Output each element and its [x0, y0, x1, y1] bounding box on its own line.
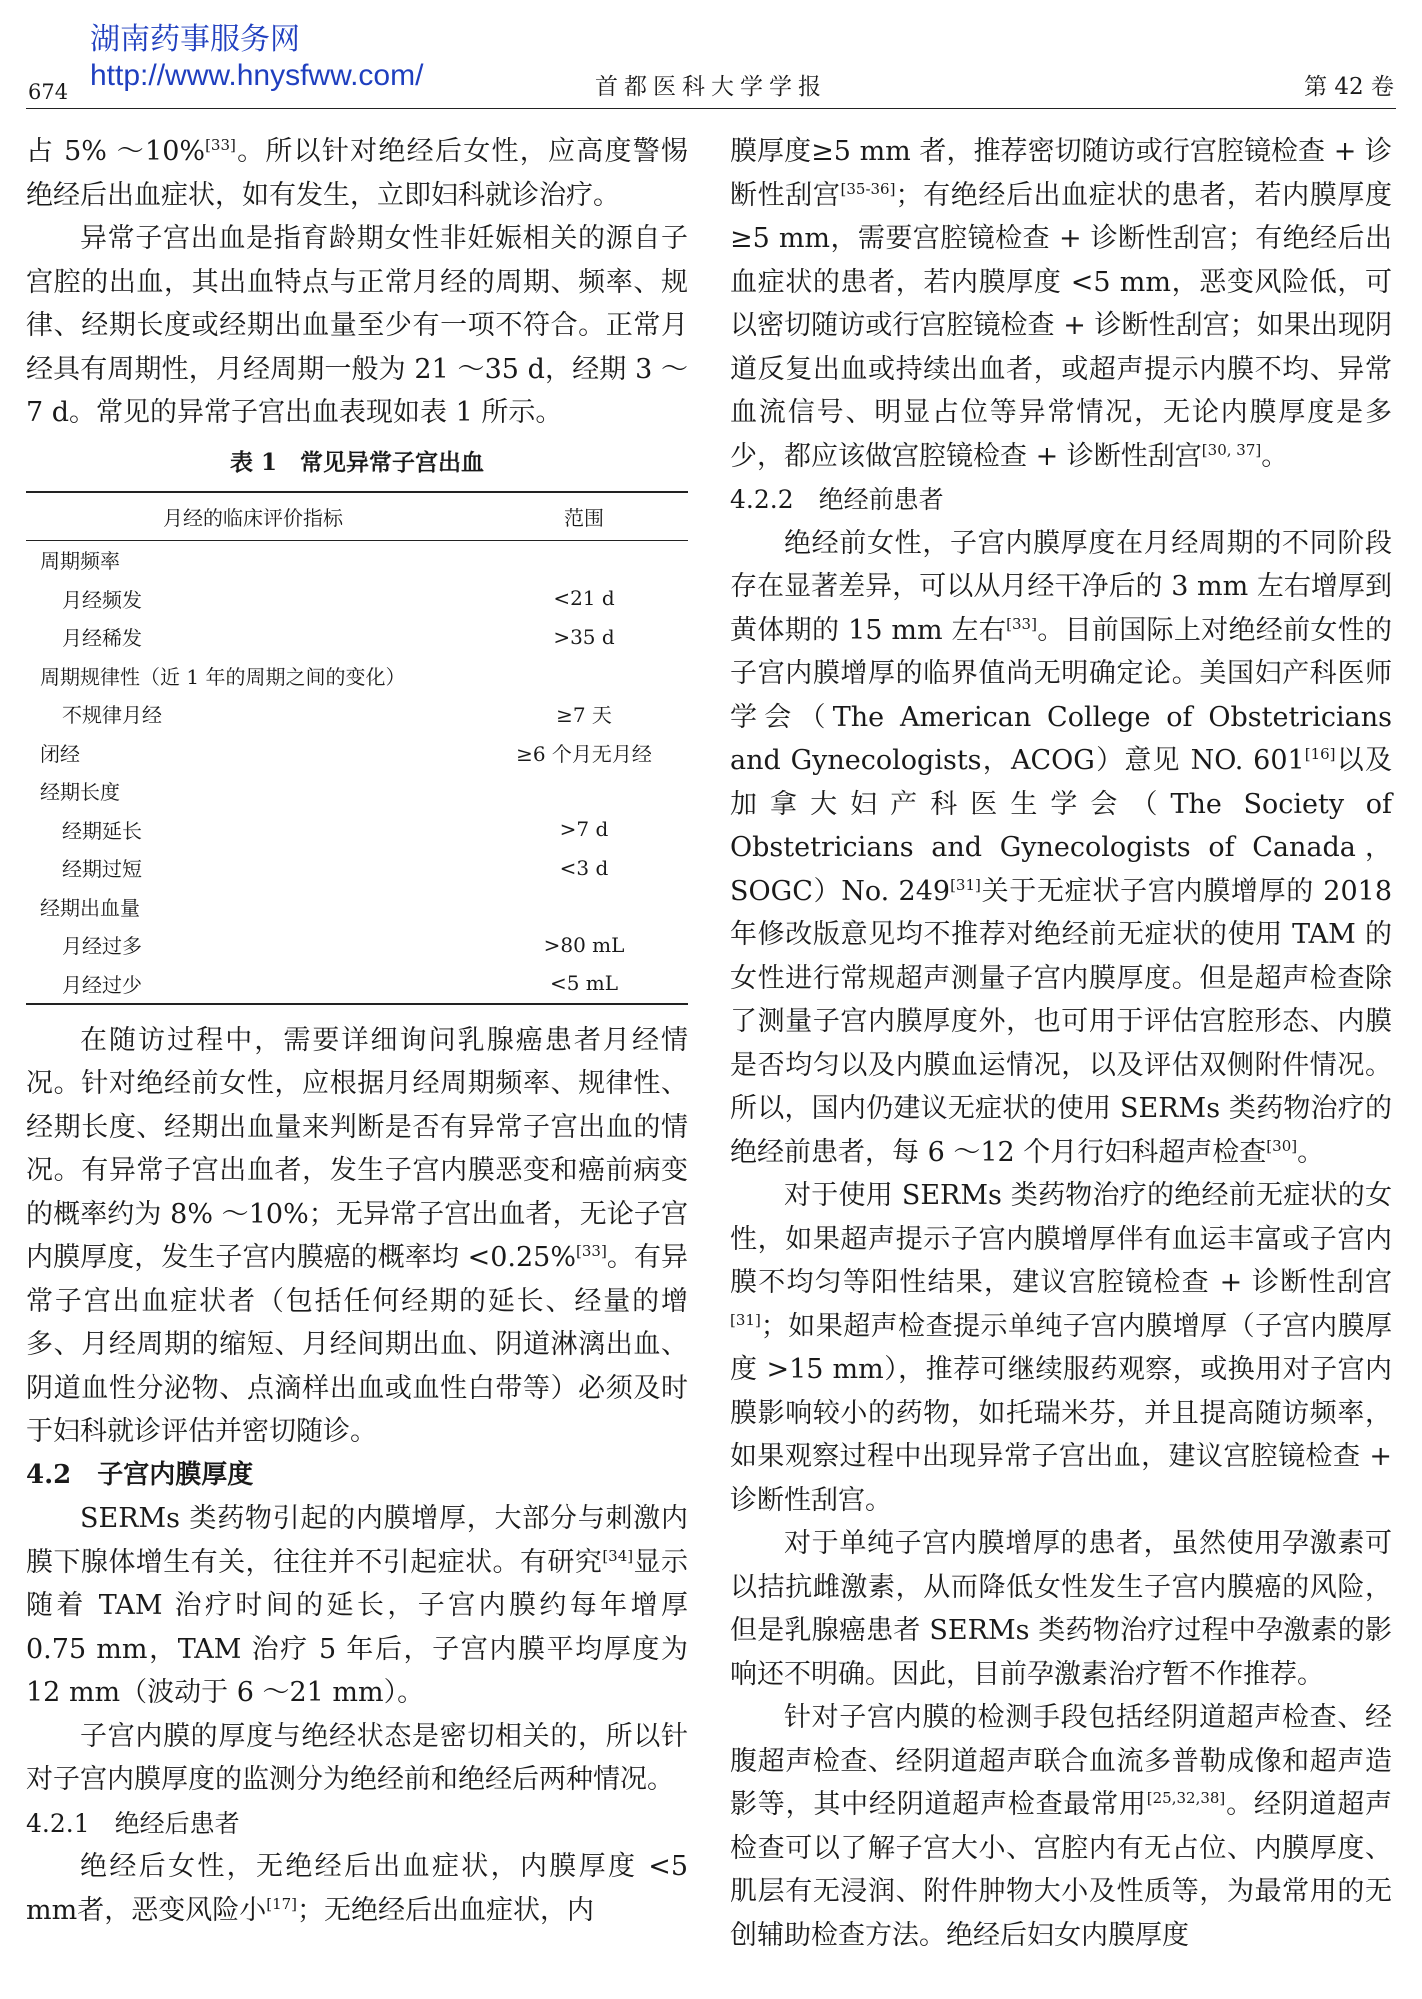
- citation: [31]: [950, 875, 981, 894]
- table-row: 月经频发 <21 d: [62, 586, 615, 612]
- table-row: 月经过少 <5 mL: [26, 964, 688, 1004]
- paragraph: 绝经前女性，子宫内膜厚度在月经周期的不同阶段存在显著差异，可以从月经干净后的 3 mm 左右增厚到黄体期的 15 mm 左右[33]。目前国际上对绝经前女性的子宫内膜增厚的临界值尚无明确定论。美国妇产科医师学会（The American College of Obstetricians and Gynecologists，ACOG）意见 NO. 601[16]以及加拿大妇产科医生学会（The Society of Obstetricians and Gynecologists of Canada，SOGC）No. 249[31]关于无症状子宫内膜增厚的 2018 年修改版意见均不推荐对绝经前无症状的使用 TAM 的女性进行常规超声测量子宫内膜厚度。但是超声检查除了测量子宫内膜厚度外，也可用于评估宫腔形态、内膜是否均匀以及内膜血运情况，以及评估双侧附件情况。所以，国内仍建议无症状的使用 SERMs 类药物治疗的绝经前患者，每 6 ～12 个月行妇科超声检查[30]。: [730, 527, 1393, 1168]
- volume-label: 第 42 卷: [1304, 74, 1394, 100]
- table-row: 经期长度: [40, 780, 120, 805]
- abnormal-bleeding-table: [26, 491, 688, 1005]
- watermark-title: 湖南药事服务网: [90, 23, 300, 56]
- citation: [31]: [730, 1310, 761, 1329]
- subsection-heading: 4.2.2 绝经前患者: [730, 485, 944, 514]
- page-number: 674: [28, 80, 69, 104]
- citation: [17]: [266, 1894, 298, 1913]
- paragraph: 在随访过程中，需要详细询问乳腺癌患者月经情况。针对绝经前女性，应根据月经周期频率、规律性、经期长度、经期出血量来判断是否有异常子宫出血的情况。有异常子宫出血者，发生子宫内膜恶变和癌前病变的概率约为 8% ～10%；无异常子宫出血者，无论子宫内膜厚度，发生子宫内膜癌的概率均 <0.25%[33]。有异常子宫出血症状者（包括任何经期的延长、经量的增多、月经周期的缩短、月经间期出血、阴道淋漓出血、阴道血性分泌物、点滴样出血或血性白带等）必须及时于妇科就诊评估并密切随诊。: [26, 1024, 688, 1447]
- table-row: 周期频率: [40, 549, 120, 574]
- section-heading: 4.2 子宫内膜厚度: [26, 1459, 254, 1490]
- table-row: 月经稀发 >35 d: [62, 624, 615, 651]
- right-column: [730, 130, 1392, 1957]
- left-column: [26, 130, 688, 1932]
- table-header: 月经的临床评价指标: [26, 492, 480, 541]
- citation: [33]: [205, 136, 236, 154]
- paragraph: 对于单纯子宫内膜增厚的患者，虽然使用孕激素可以拮抗雌激素，从而降低女性发生子宫内膜癌的风险，但是乳腺癌患者 SERMs 类药物治疗过程中孕激素的影响还不明确。因此，目前孕激素治疗暂不作推荐。: [730, 1528, 1392, 1690]
- citation: [30]: [1266, 1136, 1298, 1155]
- table-header: 范围: [480, 492, 688, 541]
- table-row: 经期过短 <3 d: [62, 855, 609, 882]
- table-row: 经期出血量: [40, 895, 140, 920]
- table-row: 经期延长 >7 d: [62, 817, 609, 843]
- table-row: 不规律月经 ≥7 天: [62, 703, 612, 728]
- subsection-heading: 4.2.1 绝经后患者: [26, 1808, 240, 1838]
- citation: [34]: [602, 1546, 634, 1565]
- paragraph: 占 5% ～10%[33]。所以针对绝经后女性，应高度警惕绝经后出血症状，如有发生，立即妇科就诊治疗。: [26, 136, 689, 211]
- citation: [35-36]: [840, 179, 896, 198]
- table-caption: 表 1 常见异常子宫出血: [229, 448, 484, 476]
- watermark-url[interactable]: http://www.hnysfww.com/: [90, 59, 424, 92]
- table-row: 闭经 ≥6 个月无月经: [40, 741, 652, 766]
- citation: [16]: [1304, 745, 1336, 763]
- table-1: [26, 445, 688, 1005]
- citation: [30, 37]: [1201, 440, 1262, 459]
- header-divider: [26, 108, 1396, 109]
- journal-title: 首都医科大学学报: [595, 74, 827, 100]
- paragraph: 子宫内膜的厚度与绝经状态是密切相关的，所以针对子宫内膜厚度的监测分为绝经前和绝经后两种情况。: [26, 1720, 688, 1795]
- paragraph: 异常子宫出血是指育龄期女性非妊娠相关的源自子宫腔的出血，其出血特点与正常月经的周期、频率、规律、经期长度或经期出血量至少有一项不符合。正常月经具有周期性，月经周期一般为 21 ～35 d，经期 3 ～7 d。常见的异常子宫出血表现如表 1 所示。: [26, 223, 688, 428]
- citation: [33]: [576, 1242, 607, 1260]
- paragraph: SERMs 类药物引起的内膜增厚，大部分与刺激内膜下腺体增生有关，往往并不引起症状。有研究[34]显示随着 TAM 治疗时间的延长，子宫内膜约每年增厚 0.75 mm，TAM 治疗 5 年后，子宫内膜平均厚度为 12 mm（波动于 6 ～21 mm）。: [26, 1503, 689, 1708]
- paragraph: 对于使用 SERMs 类药物治疗的绝经前无症状的女性，如果超声提示子宫内膜增厚伴有血运丰富或子宫内膜不均匀等阳性结果，建议宫腔镜检查 + 诊断性刮宫[31]；如果超声检查提示单纯子宫内膜增厚（子宫内膜厚度 >15 mm），推荐可继续服药观察，或换用对子宫内膜影响较小的药物，如托瑞米芬，并且提高随访频率，如果观察过程中出现异常子宫出血，建议宫腔镜检查 + 诊断性刮宫。: [730, 1180, 1392, 1516]
- paragraph: 膜厚度≥5 mm 者，推荐密切随访或行宫腔镜检查 + 诊断性刮宫[35-36]；有绝经后出血症状的患者，若内膜厚度≥5 mm，需要宫腔镜检查 + 诊断性刮宫；有绝经后出血症状的患者，若内膜厚度 <5 mm，恶变风险低，可以密切随访或行宫腔镜检查 + 诊断性刮宫；如果出现阴道反复出血或持续出血者，或超声提示内膜不均、异常血流信号、明显占位等异常情况，无论内膜厚度是多少，都应该做宫腔镜检查 + 诊断性刮宫[30, 37]。: [730, 136, 1393, 472]
- table-row: 月经过多 >80 mL: [62, 932, 625, 959]
- citation: [33]: [1006, 614, 1037, 633]
- table-row: 周期规律性（近 1 年的周期之间的变化）: [40, 664, 406, 689]
- paragraph: 针对子宫内膜的检测手段包括经阴道超声检查、经腹超声检查、经阴道超声联合血流多普勒成像和超声造影等，其中经阴道超声检查最常用[25,32,38]。经阴道超声检查可以了解子宫大小、宫腔内有无占位、内膜厚度、肌层有无浸润、附件肿物大小及性质等，为最常用的无创辅助检查方法。绝经后妇女内膜厚度: [730, 1702, 1393, 1951]
- citation: [25,32,38]: [1146, 1789, 1226, 1807]
- paragraph: 绝经后女性，无绝经后出血症状，内膜厚度 <5 mm者，恶变风险小[17]；无绝经后出血症状，内: [26, 1851, 688, 1926]
